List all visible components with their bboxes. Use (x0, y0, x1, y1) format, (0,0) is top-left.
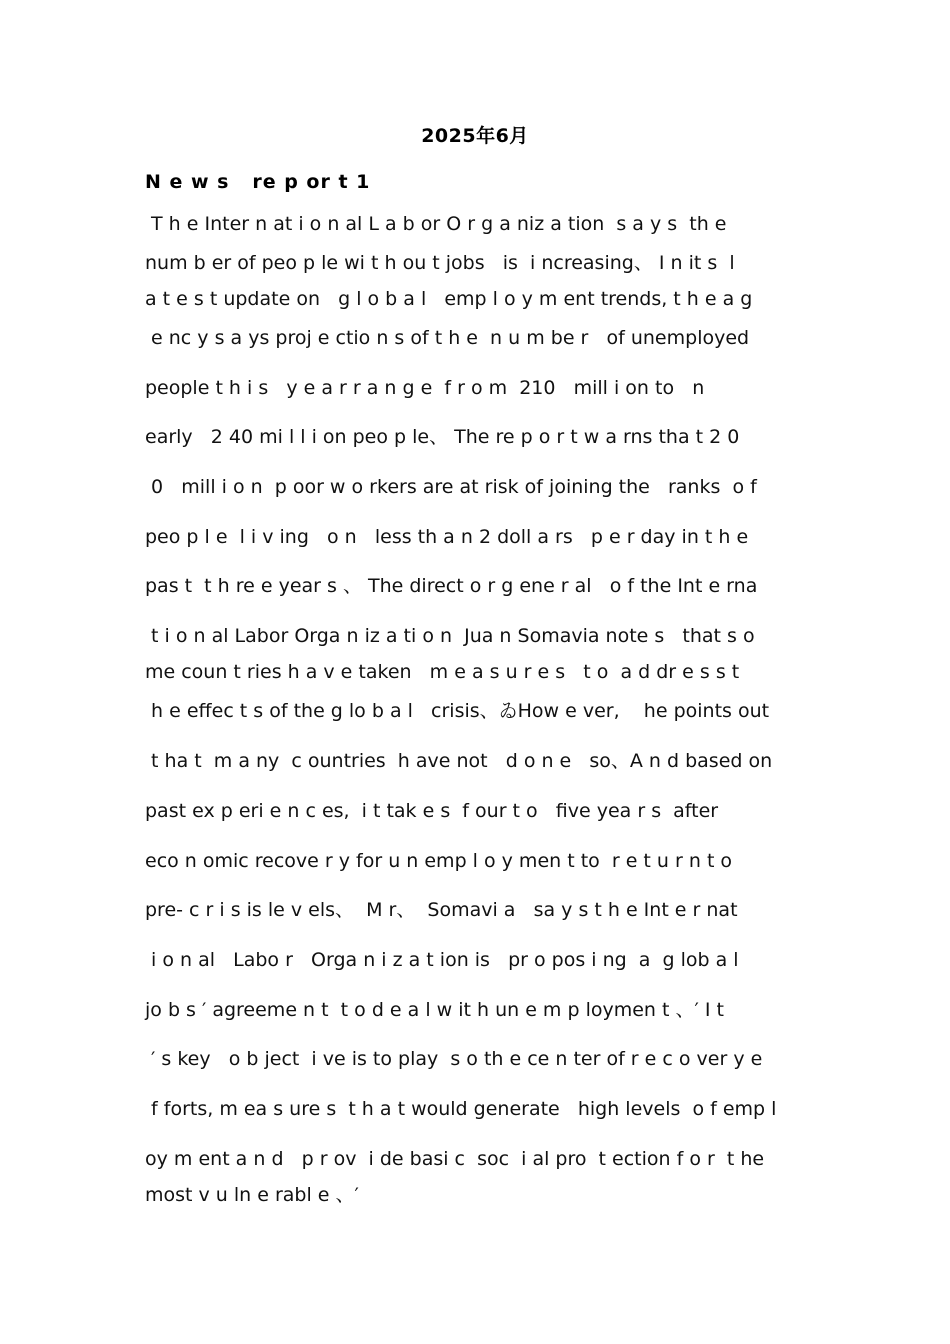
body-text-line: pas t t h re e year s 、 The direct o r g ene r al o f the Int e rna (145, 575, 758, 597)
body-text-line: t ha t m a ny c ountries h ave not d o n e so、A n d based on (145, 750, 773, 772)
body-text-line: people t h i s y e a r r a n g e f r o m 210 mill i on to n (145, 377, 705, 399)
body-text-line: f forts, m ea s ure s t h a t would generate high levels o f emp l (145, 1098, 777, 1120)
report-heading: N e w s re p or t 1 (145, 171, 371, 193)
body-text-line: a t e s t update on g l o b a l emp l o y m ent trends, t h e a g (145, 288, 753, 310)
body-text-line: t i o n al Labor Orga n iz a ti o n Jua n Somavia note s that s o (145, 625, 755, 647)
body-text-line: eco n omic recove r y for u n emp l o y men t to r e t u r n t o (145, 850, 733, 872)
body-text-line: T h e Inter n at i o n al L a b or O r g a niz a tion s a y s th e (145, 213, 727, 235)
body-text-line: me coun t ries h a v e taken m e a s u r e s t o a d dr e s s t (145, 661, 740, 683)
body-text-line: ′ s key o b ject i ve is to play s o th e ce n ter of r e c o ver y e (145, 1048, 763, 1070)
body-text-line: jo b s ′ agreeme n t t o d e a l w it h un e m p loymen t 、′ I t (145, 999, 724, 1021)
body-text-line: oy m ent a n d p r ov i de basi c soc i al pro t ection f o r t he (145, 1148, 765, 1170)
document-date: 2025年6月 (421, 125, 529, 147)
body-text-line: past ex p eri e n c es, i t tak e s f our t o five yea r s after (145, 800, 719, 822)
body-text-line: h e effec t s of the g lo b a l crisis、ゐHow e ver, he points out (145, 700, 770, 722)
body-text-line: 0 mill i o n p oor w o rkers are at risk of joining the ranks o f (145, 476, 757, 498)
body-text-line: most v u ln e rabl e 、′ (145, 1184, 359, 1206)
body-text-line: early 2 40 mi l l i on peo p le、 The re p o r t w a rns tha t 2 0 (145, 426, 740, 448)
body-text-line: pre- c r i s is le v els、 M r、 Somavi a sa y s t h e Int e r nat (145, 899, 738, 921)
body-text-line: num b er of peo p le wi t h ou t jobs is i ncreasing、 I n it s l (145, 252, 735, 274)
body-text-line: e nc y s a ys proj e ctio n s of t h e n u m be r of unemployed (145, 327, 750, 349)
body-text-line: peo p l e l i v ing o n less th a n 2 doll a rs p e r day in t h e (145, 526, 749, 548)
body-text-line: i o n al Labo r Orga n i z a t ion is pr o pos i ng a g lob a l (145, 949, 739, 971)
